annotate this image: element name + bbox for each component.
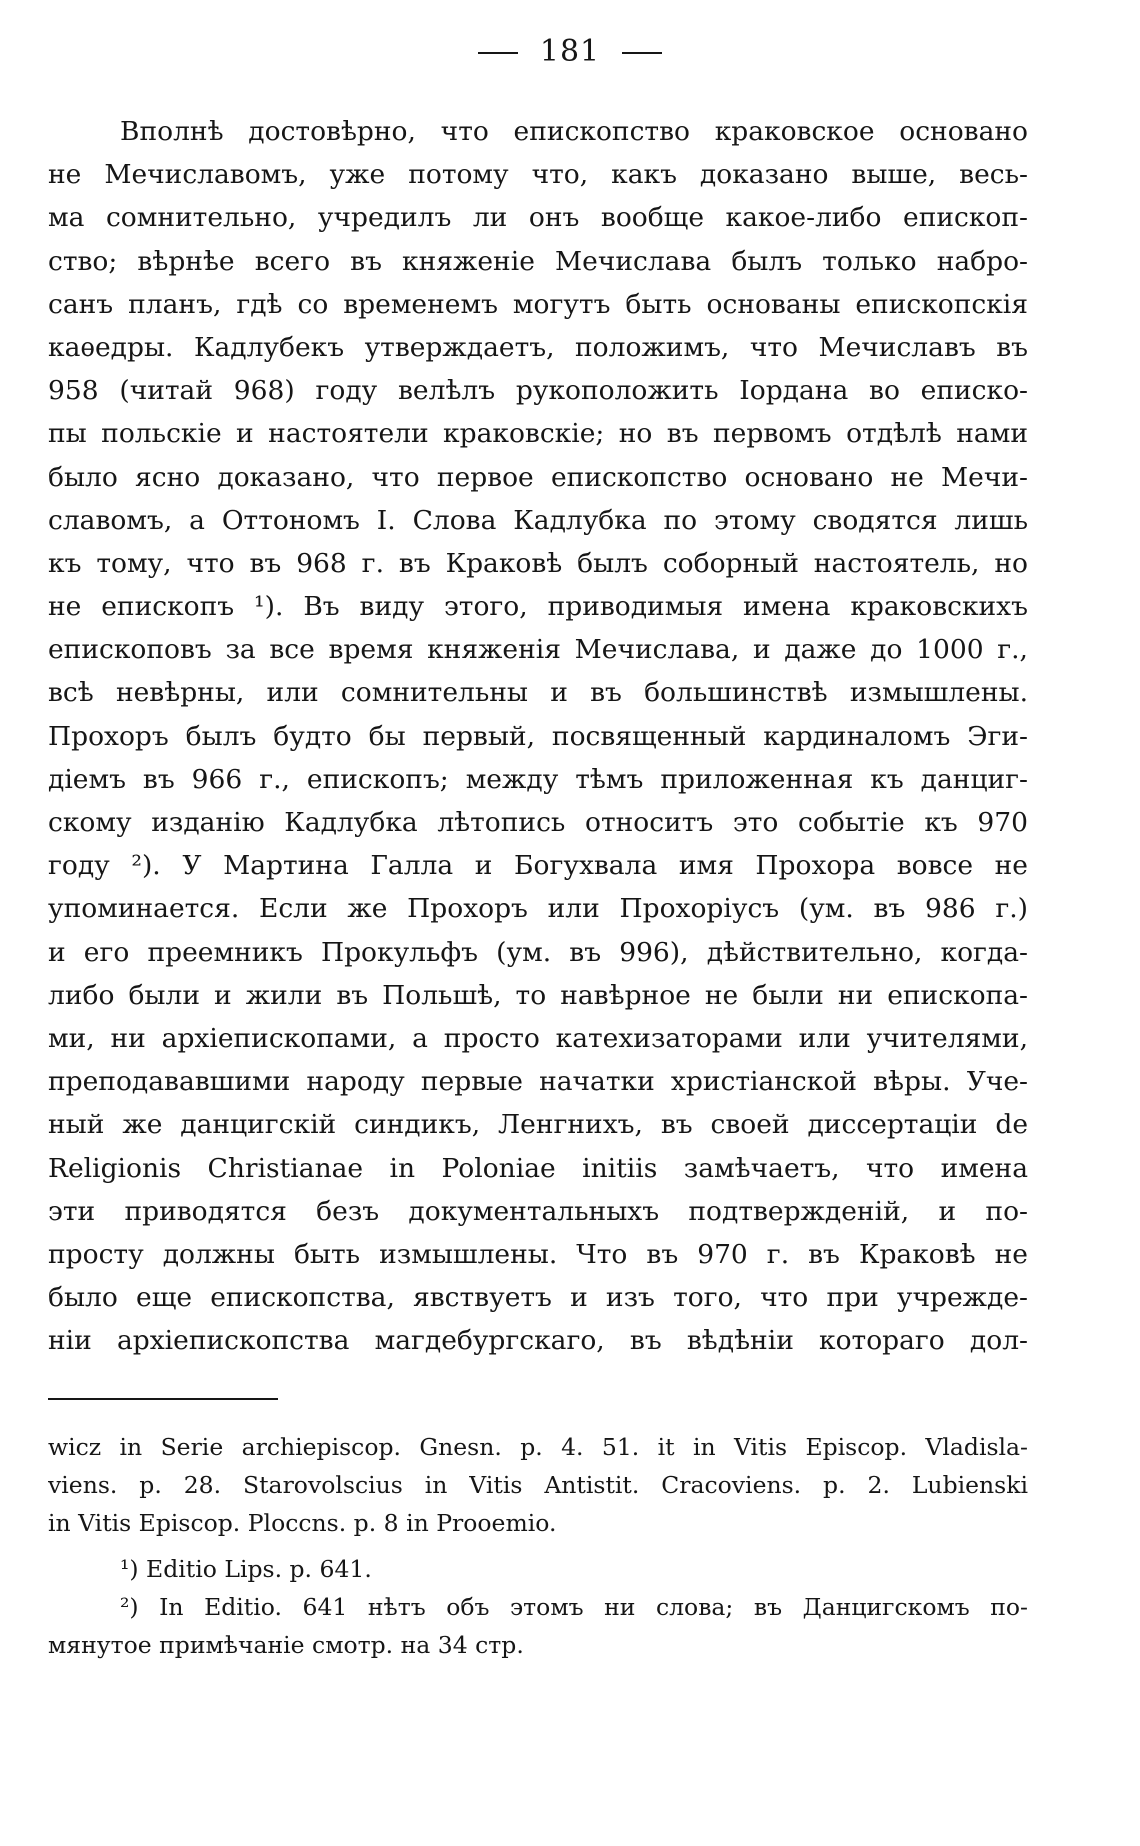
footnote-gap xyxy=(48,1542,1028,1550)
text-line: либо были и жили въ Польшѣ, то навѣрное не были ни епископа- xyxy=(48,979,1028,1011)
text-line: Прохоръ былъ будто бы первый, посвященный кардиналомъ Эги- xyxy=(48,720,1028,752)
text-line: каѳедры. Кадлубекъ утверждаетъ, положимъ, что Мечиславъ въ xyxy=(48,331,1028,363)
text-line: пы польскіе и настоятели краковскіе; но въ первомъ отдѣлѣ нами xyxy=(48,418,1028,450)
text-line: Religionis Christianae in Poloniae initiis замѣчаетъ, что имена xyxy=(48,1152,1028,1184)
page-number: 181 xyxy=(539,34,601,69)
footnote-1: ¹) Editio Lips. p. 641. xyxy=(120,1555,372,1583)
left-dash xyxy=(478,52,518,54)
footnotes xyxy=(48,1428,1028,1664)
text-line: было ясно доказано, что первое епископство основано не Мечи- xyxy=(48,461,1028,493)
text-line: ма сомнительно, учредилъ ли онъ вообще какое-либо епископ- xyxy=(48,202,1028,234)
footnote-continuation-line: viens. p. 28. Starovolscius in Vitis Antistit. Cracoviens. p. 2. Lubienski xyxy=(48,1471,1028,1499)
text-line: эти приводятся безъ документальныхъ подтвержденій, и по- xyxy=(48,1195,1028,1227)
footnote-2-line: мянутое примѣчаніе смотр. на 34 стр. xyxy=(48,1631,524,1659)
footnote-divider xyxy=(48,1398,278,1400)
text-line: ніи архіепископства магдебургскаго, въ вѣдѣніи котораго дол- xyxy=(48,1325,1028,1357)
text-line: году ²). У Мартина Галла и Богухвала имя Прохора вовсе не xyxy=(48,850,1028,882)
main-text xyxy=(48,110,1028,1362)
text-line: скому изданію Кадлубка лѣтопись относитъ это событіе къ 970 xyxy=(48,807,1028,838)
text-line: ный же данцигскій синдикъ, Ленгнихъ, въ своей диссертаціи de xyxy=(48,1109,1028,1141)
footnote-2-line: ²) In Editio. 641 нѣтъ объ этомъ ни слова; въ Данцигскомъ по- xyxy=(120,1593,1028,1621)
text-line: 958 (читай 968) году велѣлъ рукоположить Іордана во еписко- xyxy=(48,375,1028,407)
footnote-continuation-line: in Vitis Episcop. Ploccns. p. 8 in Prooemio. xyxy=(48,1509,557,1537)
text-line: упоминается. Если же Прохоръ или Прохоріусъ (ум. въ 986 г.) xyxy=(48,893,1028,925)
text-line: ми, ни архіепископами, а просто катехизаторами или учителями, xyxy=(48,1022,1028,1054)
text-line: было еще епископства, явствуетъ и изъ того, что при учрежде- xyxy=(48,1282,1028,1314)
footnote-continuation-line: wicz in Serie archiepiscop. Gnesn. p. 4. 51. it in Vitis Episcop. Vladisla- xyxy=(48,1433,1028,1461)
page-header xyxy=(0,34,1140,69)
text-line: просту должны быть измышлены. Что въ 970 г. въ Краковѣ не xyxy=(48,1238,1028,1270)
text-line: Вполнѣ достовѣрно, что епископство краковское основано xyxy=(120,116,1028,147)
text-line: епископовъ за все время княженія Мечислава, и даже до 1000 г., xyxy=(48,634,1028,666)
text-line: не епископъ ¹). Въ виду этого, приводимыя имена краковскихъ xyxy=(48,591,1028,623)
text-line: ство; вѣрнѣе всего въ княженіе Мечислава былъ только набро- xyxy=(48,245,1028,277)
text-line: діемъ въ 966 г., епископъ; между тѣмъ приложенная къ данциг- xyxy=(48,763,1028,795)
text-line: къ тому, что въ 968 г. въ Краковѣ былъ соборный настоятель, но xyxy=(48,547,1028,579)
text-line: санъ планъ, гдѣ со временемъ могутъ быть основаны епископскія xyxy=(48,288,1028,320)
text-line: всѣ невѣрны, или сомнительны и въ большинствѣ измышлены. xyxy=(48,677,1028,709)
text-line: преподававшими народу первые начатки христіанской вѣры. Уче- xyxy=(48,1066,1028,1098)
text-line: и его преемникъ Прокульфъ (ум. въ 996), дѣйствительно, когда- xyxy=(48,936,1028,968)
text-line: славомъ, а Оттономъ І. Слова Кадлубка по этому сводятся лишь xyxy=(48,504,1028,536)
text-line: не Мечиславомъ, уже потому что, какъ доказано выше, весь- xyxy=(48,159,1028,191)
right-dash xyxy=(622,52,662,54)
